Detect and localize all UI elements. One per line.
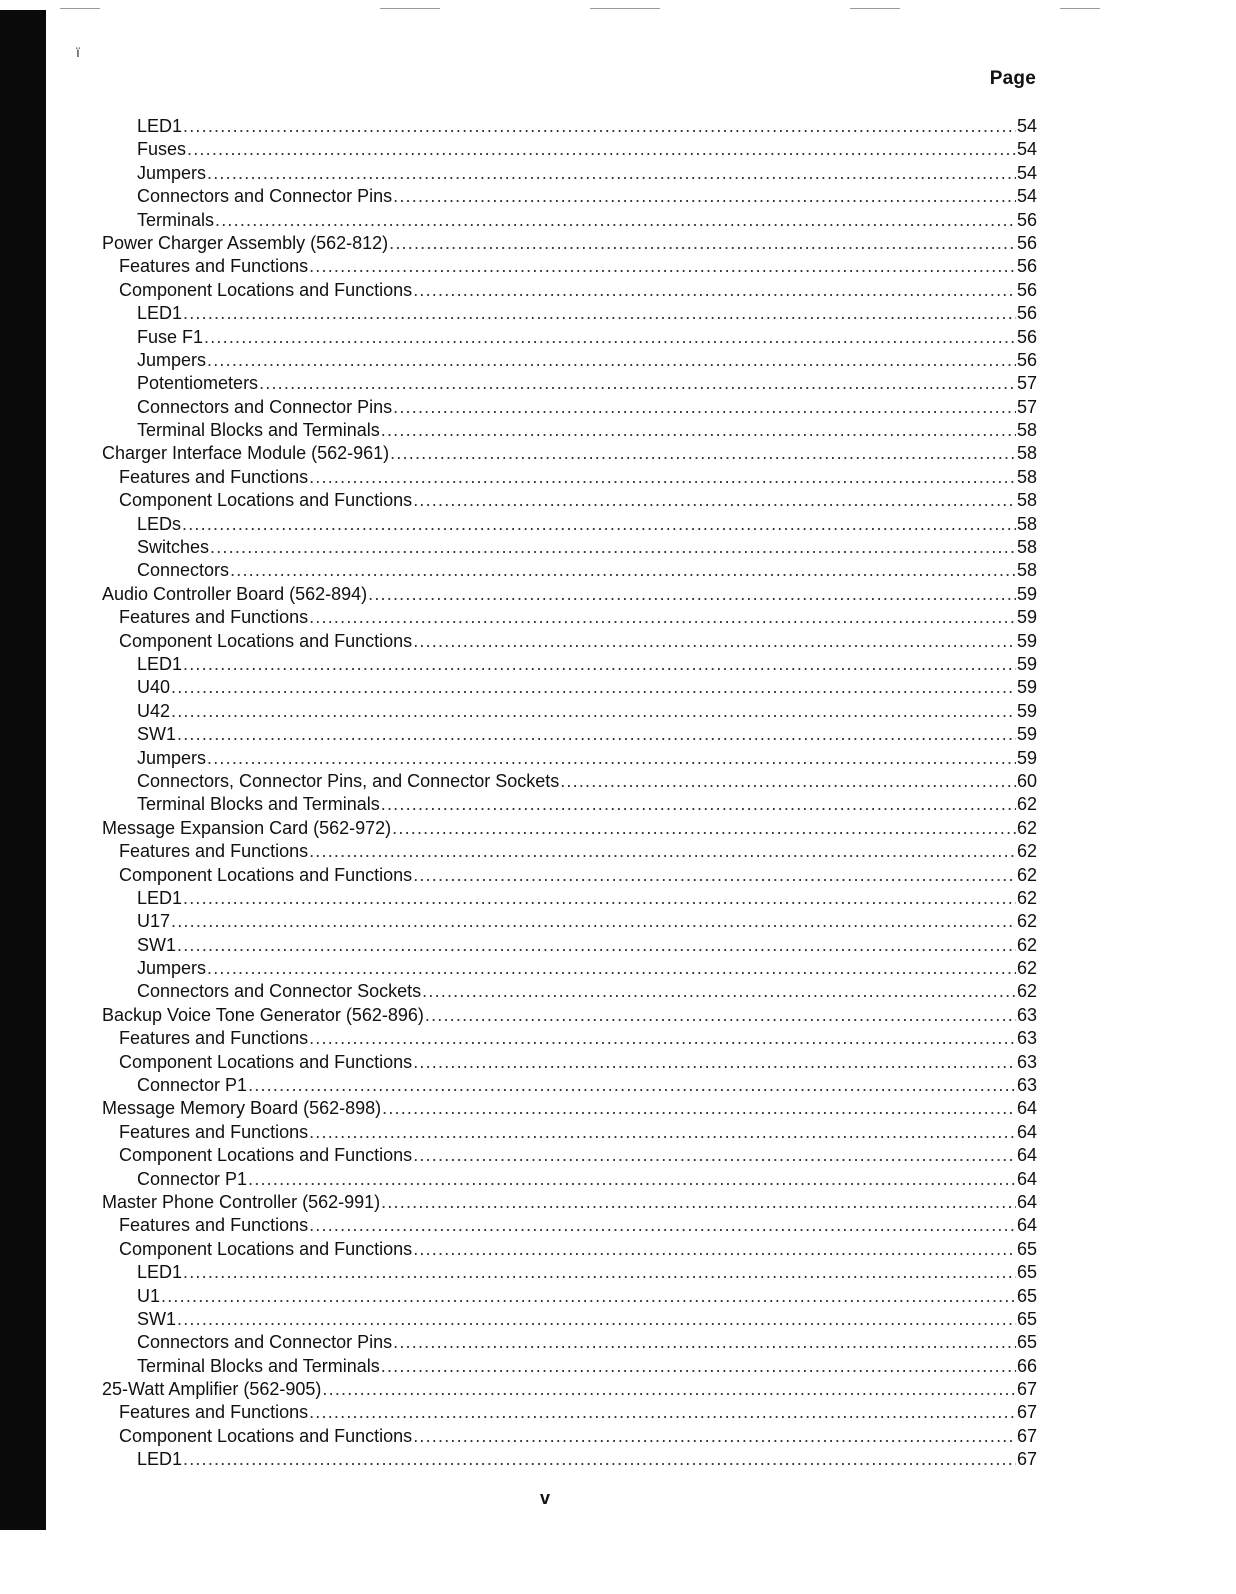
corner-mark: ï: [76, 44, 80, 60]
toc-entry-title: Component Locations and Functions: [119, 1425, 413, 1446]
toc-entry-page: 62: [1016, 981, 1037, 1002]
toc-entry-page: 62: [1016, 864, 1037, 885]
toc-entry-page: 63: [1016, 1051, 1037, 1072]
toc-entry-page: 64: [1016, 1215, 1037, 1236]
toc-entry-title: Terminal Blocks and Terminals: [137, 794, 380, 815]
toc-entry-title: Component Locations and Functions: [119, 1238, 413, 1259]
dot-leader: [187, 138, 1016, 161]
toc-entry: [102, 1261, 1037, 1284]
toc-entry-title: 25-Watt Amplifier (562-905): [102, 1379, 322, 1400]
toc-entry: [102, 279, 1037, 302]
toc-entry-page: 58: [1016, 490, 1037, 511]
toc-entry: [102, 326, 1037, 349]
scan-artifact: [60, 8, 100, 9]
toc-entry-page: 64: [1016, 1121, 1037, 1142]
dot-leader: [413, 279, 1016, 302]
dot-leader: [422, 980, 1016, 1003]
toc-entry: [102, 1074, 1037, 1097]
toc-entry-title: Connector P1: [137, 1075, 248, 1096]
dot-leader: [248, 1168, 1016, 1191]
toc-entry-title: LEDs: [137, 513, 182, 534]
toc-entry: [102, 606, 1037, 629]
toc-entry: [102, 1401, 1037, 1424]
toc-entry: [102, 1238, 1037, 1261]
toc-entry-title: Connectors and Connector Sockets: [137, 981, 422, 1002]
toc-entry-title: Component Locations and Functions: [119, 490, 413, 511]
dot-leader: [381, 419, 1016, 442]
dot-leader: [171, 700, 1016, 723]
dot-leader: [413, 1425, 1016, 1448]
dot-leader: [309, 840, 1016, 863]
toc-entry-page: 59: [1016, 747, 1037, 768]
toc-entry-title: Features and Functions: [119, 607, 309, 628]
toc-entry-page: 66: [1016, 1355, 1037, 1376]
dot-leader: [309, 1214, 1016, 1237]
toc-entry: [102, 1191, 1037, 1214]
dot-leader: [207, 162, 1016, 185]
toc-entry-page: 64: [1016, 1145, 1037, 1166]
dot-leader: [322, 1378, 1016, 1401]
toc-entry-page: 62: [1016, 887, 1037, 908]
toc-entry-page: 65: [1016, 1262, 1037, 1283]
dot-leader: [183, 1448, 1016, 1471]
toc-entry-title: LED1: [137, 1449, 183, 1470]
dot-leader: [309, 255, 1016, 278]
dot-leader: [368, 583, 1016, 606]
toc-entry-title: Features and Functions: [119, 841, 309, 862]
toc-entry-title: Switches: [137, 537, 210, 558]
toc-entry: [102, 489, 1037, 512]
toc-entry: [102, 700, 1037, 723]
toc-entry-page: 58: [1016, 537, 1037, 558]
dot-leader: [177, 934, 1016, 957]
toc-entry: [102, 887, 1037, 910]
toc-entry-page: 56: [1016, 349, 1037, 370]
dot-leader: [210, 536, 1016, 559]
toc-entry: [102, 1425, 1037, 1448]
toc-entry: [102, 1331, 1037, 1354]
toc-entry-page: 59: [1016, 583, 1037, 604]
dot-leader: [392, 817, 1016, 840]
toc-entry: [102, 349, 1037, 372]
toc-entry: [102, 770, 1037, 793]
toc-entry-title: Features and Functions: [119, 1402, 309, 1423]
toc-entry: [102, 419, 1037, 442]
toc-entry-title: Backup Voice Tone Generator (562-896): [102, 1004, 424, 1025]
dot-leader: [171, 676, 1016, 699]
dot-leader: [393, 396, 1016, 419]
toc-entry-page: 64: [1016, 1168, 1037, 1189]
toc-entry-page: 56: [1016, 303, 1037, 324]
toc-entry-page: 54: [1016, 139, 1037, 160]
dot-leader: [207, 747, 1016, 770]
toc-entry: [102, 536, 1037, 559]
toc-entry: [102, 162, 1037, 185]
toc-entry-title: Jumpers: [137, 162, 207, 183]
toc-entry-page: 65: [1016, 1332, 1037, 1353]
toc-entry-page: 63: [1016, 1004, 1037, 1025]
dot-leader: [381, 793, 1016, 816]
toc-entry-page: 59: [1016, 724, 1037, 745]
toc-entry-page: 59: [1016, 607, 1037, 628]
toc-entry-page: 67: [1016, 1402, 1037, 1423]
toc-entry: [102, 513, 1037, 536]
toc-entry-page: 63: [1016, 1075, 1037, 1096]
toc-entry-title: SW1: [137, 1308, 177, 1329]
toc-entry-title: Potentiometers: [137, 373, 259, 394]
toc-entry-page: 64: [1016, 1098, 1037, 1119]
toc-entry: [102, 1004, 1037, 1027]
toc-entry-page: 56: [1016, 256, 1037, 277]
toc-entry: [102, 185, 1037, 208]
toc-entry-title: Connectors and Connector Pins: [137, 396, 393, 417]
dot-leader: [259, 372, 1016, 395]
dot-leader: [560, 770, 1016, 793]
toc-entry-title: Connectors: [137, 560, 230, 581]
page-column-header: Page: [989, 68, 1036, 89]
dot-leader: [183, 302, 1016, 325]
toc-entry-title: Jumpers: [137, 349, 207, 370]
toc-entry: [102, 138, 1037, 161]
toc-entry-title: Connector P1: [137, 1168, 248, 1189]
dot-leader: [413, 1144, 1016, 1167]
toc-entry-title: LED1: [137, 1262, 183, 1283]
toc-entry-title: LED1: [137, 887, 183, 908]
dot-leader: [309, 466, 1016, 489]
toc-entry-page: 57: [1016, 373, 1037, 394]
toc-entry-page: 56: [1016, 326, 1037, 347]
toc-entry-title: Component Locations and Functions: [119, 1051, 413, 1072]
toc-entry-title: Component Locations and Functions: [119, 630, 413, 651]
toc-entry-title: U17: [137, 911, 171, 932]
toc-entry-title: U42: [137, 700, 171, 721]
toc-entry: [102, 1144, 1037, 1167]
dot-leader: [215, 209, 1016, 232]
toc-entry: [102, 115, 1037, 138]
toc-entry-page: 58: [1016, 443, 1037, 464]
scan-artifact: [590, 8, 660, 9]
toc-entry: [102, 1027, 1037, 1050]
toc-entry-title: Features and Functions: [119, 256, 309, 277]
dot-leader: [171, 910, 1016, 933]
toc-entry: [102, 1285, 1037, 1308]
scan-artifact: [1060, 8, 1100, 9]
page-number: v: [539, 1488, 550, 1508]
toc-entry-page: 62: [1016, 794, 1037, 815]
toc-entry-title: LED1: [137, 303, 183, 324]
dot-leader: [413, 1051, 1016, 1074]
toc-entry-title: Features and Functions: [119, 1028, 309, 1049]
toc-entry-page: 67: [1016, 1425, 1037, 1446]
toc-entry-page: 54: [1016, 162, 1037, 183]
dot-leader: [207, 957, 1016, 980]
toc-entry-page: 65: [1016, 1285, 1037, 1306]
toc-entry-page: 57: [1016, 396, 1037, 417]
toc-entry-page: 62: [1016, 841, 1037, 862]
dot-leader: [413, 1238, 1016, 1261]
dot-leader: [389, 232, 1016, 255]
toc-entry: [102, 1378, 1037, 1401]
dot-leader: [309, 606, 1016, 629]
binding-edge-shadow: [0, 10, 46, 1530]
toc-entry-page: 54: [1016, 186, 1037, 207]
toc-entry: [102, 1214, 1037, 1237]
scan-artifact: [850, 8, 900, 9]
toc-entry: [102, 957, 1037, 980]
toc-entry-page: 62: [1016, 934, 1037, 955]
table-of-contents: [102, 115, 1037, 1472]
toc-entry: [102, 840, 1037, 863]
toc-entry: [102, 910, 1037, 933]
toc-entry: [102, 864, 1037, 887]
toc-entry: [102, 1355, 1037, 1378]
toc-entry-title: Connectors, Connector Pins, and Connector Sockets: [137, 770, 560, 791]
toc-entry-page: 65: [1016, 1238, 1037, 1259]
toc-entry-page: 56: [1016, 232, 1037, 253]
toc-entry-title: Jumpers: [137, 958, 207, 979]
toc-entry: [102, 583, 1037, 606]
toc-entry-page: 58: [1016, 560, 1037, 581]
toc-entry-title: Terminal Blocks and Terminals: [137, 1355, 380, 1376]
dot-leader: [393, 185, 1016, 208]
toc-entry-page: 64: [1016, 1191, 1037, 1212]
toc-entry: [102, 1168, 1037, 1191]
toc-entry-page: 56: [1016, 279, 1037, 300]
toc-entry-title: Audio Controller Board (562-894): [102, 583, 368, 604]
dot-leader: [413, 630, 1016, 653]
toc-entry-title: Component Locations and Functions: [119, 1145, 413, 1166]
scan-artifact: [380, 8, 440, 9]
toc-entry-title: Message Expansion Card (562-972): [102, 817, 392, 838]
dot-leader: [413, 489, 1016, 512]
toc-entry-title: Power Charger Assembly (562-812): [102, 232, 389, 253]
toc-entry-title: Connectors and Connector Pins: [137, 186, 393, 207]
toc-entry-page: 65: [1016, 1308, 1037, 1329]
toc-entry: [102, 466, 1037, 489]
toc-entry: [102, 1121, 1037, 1144]
toc-entry-title: SW1: [137, 934, 177, 955]
dot-leader: [413, 864, 1016, 887]
toc-entry-title: Terminals: [137, 209, 215, 230]
toc-entry-page: 56: [1016, 209, 1037, 230]
dot-leader: [382, 1097, 1016, 1120]
dot-leader: [161, 1285, 1016, 1308]
toc-entry-title: Features and Functions: [119, 1121, 309, 1142]
dot-leader: [207, 349, 1016, 372]
toc-entry-page: 62: [1016, 817, 1037, 838]
toc-entry: [102, 934, 1037, 957]
dot-leader: [183, 115, 1016, 138]
toc-entry-page: 58: [1016, 513, 1037, 534]
toc-entry: [102, 255, 1037, 278]
toc-entry-title: U40: [137, 677, 171, 698]
toc-entry: [102, 396, 1037, 419]
toc-entry: [102, 747, 1037, 770]
toc-entry-title: Message Memory Board (562-898): [102, 1098, 382, 1119]
toc-entry-page: 67: [1016, 1449, 1037, 1470]
toc-entry-page: 62: [1016, 911, 1037, 932]
toc-entry-title: LED1: [137, 116, 183, 136]
toc-entry: [102, 372, 1037, 395]
toc-entry: [102, 442, 1037, 465]
toc-entry-page: 60: [1016, 770, 1037, 791]
toc-entry-title: Component Locations and Functions: [119, 279, 413, 300]
toc-entry: [102, 232, 1037, 255]
toc-entry-title: Charger Interface Module (562-961): [102, 443, 390, 464]
toc-entry: [102, 980, 1037, 1003]
toc-entry-page: 59: [1016, 653, 1037, 674]
dot-leader: [248, 1074, 1016, 1097]
toc-entry: [102, 302, 1037, 325]
toc-entry-page: 67: [1016, 1379, 1037, 1400]
toc-entry: [102, 676, 1037, 699]
dot-leader: [182, 513, 1016, 536]
toc-entry: [102, 817, 1037, 840]
dot-leader: [177, 1308, 1016, 1331]
toc-entry-page: 62: [1016, 958, 1037, 979]
toc-entry-page: 58: [1016, 420, 1037, 441]
toc-entry: [102, 723, 1037, 746]
toc-entry: [102, 793, 1037, 816]
dot-leader: [390, 442, 1016, 465]
dot-leader: [381, 1191, 1016, 1214]
toc-entry: [102, 1051, 1037, 1074]
toc-entry: [102, 1448, 1037, 1471]
dot-leader: [309, 1027, 1016, 1050]
toc-entry-title: Features and Functions: [119, 1215, 309, 1236]
toc-entry-title: Connectors and Connector Pins: [137, 1332, 393, 1353]
toc-entry: [102, 559, 1037, 582]
dot-leader: [393, 1331, 1016, 1354]
dot-leader: [183, 887, 1016, 910]
toc-entry: [102, 1308, 1037, 1331]
toc-entry-page: 58: [1016, 466, 1037, 487]
toc-entry-title: Master Phone Controller (562-991): [102, 1191, 381, 1212]
toc-entry-title: Features and Functions: [119, 466, 309, 487]
toc-entry: [102, 630, 1037, 653]
toc-entry-title: U1: [137, 1285, 161, 1306]
toc-entry-title: Terminal Blocks and Terminals: [137, 420, 380, 441]
toc-entry-title: Fuses: [137, 139, 187, 160]
toc-entry-page: 59: [1016, 700, 1037, 721]
toc-entry-page: 54: [1016, 116, 1037, 136]
toc-entry-title: SW1: [137, 724, 177, 745]
toc-entry-title: LED1: [137, 653, 183, 674]
toc-entry: [102, 653, 1037, 676]
toc-entry: [102, 209, 1037, 232]
dot-leader: [183, 1261, 1016, 1284]
toc-entry-title: Fuse F1: [137, 326, 204, 347]
toc-entry-page: 59: [1016, 677, 1037, 698]
dot-leader: [309, 1121, 1016, 1144]
dot-leader: [177, 723, 1016, 746]
toc-entry-title: Component Locations and Functions: [119, 864, 413, 885]
toc-entry: [102, 1097, 1037, 1120]
toc-entry-page: 63: [1016, 1028, 1037, 1049]
toc-entry-page: 59: [1016, 630, 1037, 651]
dot-leader: [230, 559, 1016, 582]
dot-leader: [425, 1004, 1016, 1027]
dot-leader: [204, 326, 1016, 349]
toc-entry-title: Jumpers: [137, 747, 207, 768]
dot-leader: [381, 1355, 1016, 1378]
dot-leader: [183, 653, 1016, 676]
dot-leader: [309, 1401, 1016, 1424]
